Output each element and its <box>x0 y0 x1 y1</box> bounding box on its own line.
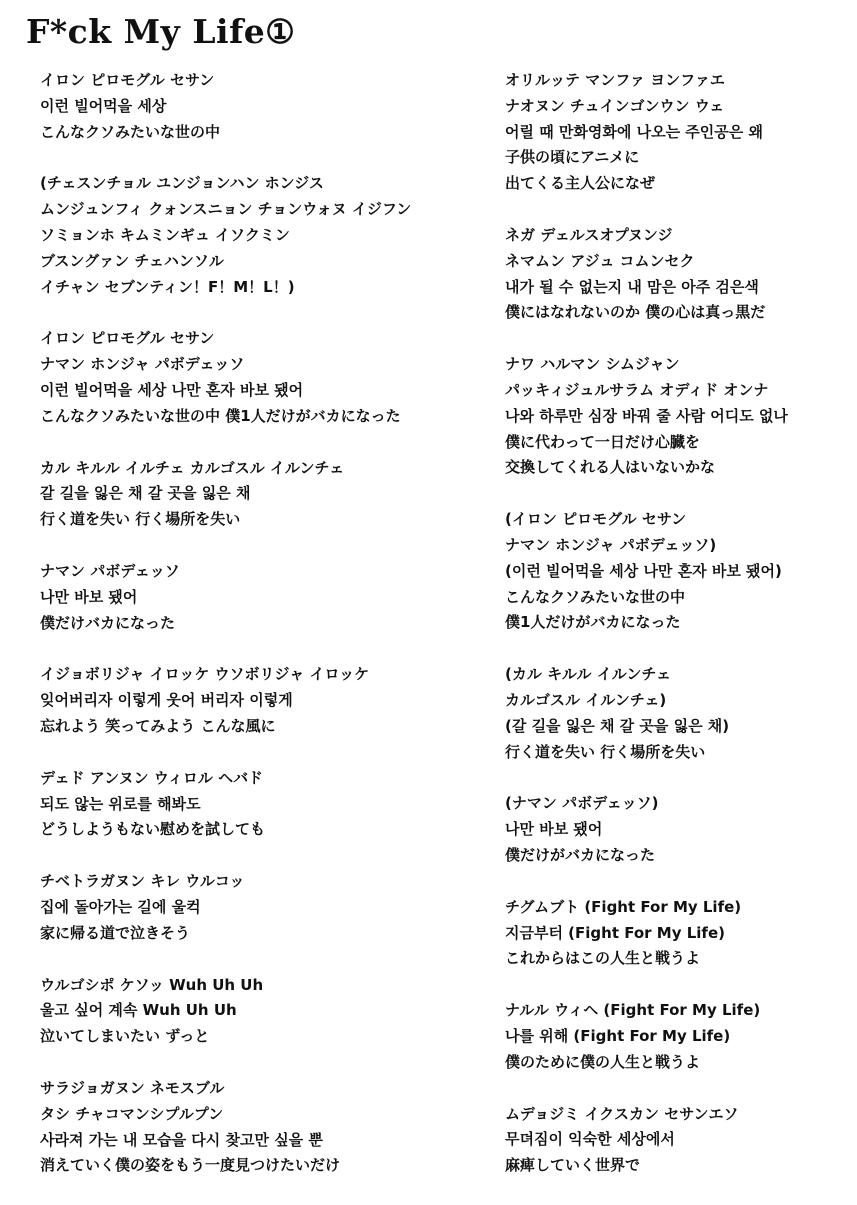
lyric-line: 이런 빌어먹을 세상 나만 혼자 바보 됐어 <box>40 380 304 399</box>
lyric-line: 麻痺していく世界で <box>505 1156 641 1175</box>
lyric-line: 交換してくれる人はいないかな <box>505 458 716 477</box>
lyric-line: チベトラガヌン キレ ウルコッ <box>40 872 245 891</box>
lyric-line: 消えていく僕の姿をもう一度見つけたいだけ <box>40 1156 341 1175</box>
lyric-line: (カル キルル イルンチェ <box>505 665 671 684</box>
lyric-line: 僕だけバカになった <box>40 613 176 632</box>
lyric-line: ナマン ホンジャ パボデェッソ) <box>505 535 717 554</box>
lyric-stanza <box>505 1102 845 1179</box>
lyric-line: タシ チャコマンシプルプン <box>40 1104 224 1123</box>
lyric-line: 되도 않는 위로를 해봐도 <box>40 794 201 813</box>
lyric-line: 이런 빌어먹을 세상 <box>40 96 167 115</box>
lyric-line: 僕だけがバカになった <box>505 845 656 864</box>
lyric-stanza <box>505 223 845 326</box>
lyric-stanza <box>505 998 845 1075</box>
lyric-line: 내가 될 수 없는지 내 맘은 아주 검은색 <box>505 277 759 296</box>
lyric-stanza <box>40 68 460 145</box>
lyric-line: ブスングァン チェハンソル <box>40 251 224 270</box>
lyric-line: ソミョンホ キムミンギュ イソクミン <box>40 225 290 244</box>
lyric-stanza <box>40 456 460 533</box>
lyric-line: 나를 위해 (Fight For My Life) <box>505 1026 731 1045</box>
lyric-line: 사라져 가는 내 모습을 다시 찾고만 싶을 뿐 <box>40 1130 323 1149</box>
lyric-stanza <box>505 791 845 868</box>
lyric-line: 어릴 때 만화영화에 나오는 주인공은 왜 <box>505 122 763 141</box>
lyric-line: 잊어버리자 이렇게 웃어 버리자 이렇게 <box>40 691 293 710</box>
lyric-line: どうしようもない慰めを試しても <box>40 820 266 839</box>
lyric-stanza <box>505 352 845 481</box>
lyric-line: (이런 빌어먹을 세상 나만 혼자 바보 됐어) <box>505 561 782 580</box>
lyric-line: 泣いてしまいたい ずっと <box>40 1027 210 1046</box>
lyric-line: 僕のために僕の人生と戦うよ <box>505 1052 701 1071</box>
lyric-line: ナマン パボデェッソ <box>40 561 180 580</box>
lyric-line: こんなクソみたいな世の中 <box>505 587 686 606</box>
lyric-stanza <box>40 171 460 300</box>
song-title: F*ck My Life① <box>26 12 296 51</box>
lyric-stanza <box>505 68 845 197</box>
lyric-line: ウルゴシポ ケソッ Wuh Uh Uh <box>40 975 264 994</box>
lyric-stanza <box>40 326 460 429</box>
lyric-line: イロン ピロモグル セサン <box>40 71 215 89</box>
lyric-line: 집에 돌아가는 길에 울컥 <box>40 897 201 916</box>
lyric-line: イロン ピロモグル セサン <box>40 329 215 348</box>
lyric-stanza <box>505 895 845 972</box>
lyric-line: 지금부터 (Fight For My Life) <box>505 923 725 942</box>
lyric-line: こんなクソみたいな世の中 <box>40 122 221 141</box>
lyric-line: ネガ デェルスオプヌンジ <box>505 225 673 244</box>
lyric-line: (ナマン パボデェッソ) <box>505 794 659 813</box>
lyric-line: イチャン セブンティン！F！M！L！) <box>40 277 295 296</box>
lyric-line: カルゴスル イルンチェ) <box>505 690 667 709</box>
lyric-line: ナマン ホンジャ パボデェッソ <box>40 355 245 374</box>
lyric-line: パッキィジュルサラム オディド オンナ <box>505 380 769 399</box>
lyric-stanza <box>40 766 460 843</box>
lyric-stanza <box>40 559 460 636</box>
lyric-stanza <box>40 1076 460 1179</box>
lyric-line: こんなクソみたいな世の中 僕1人だけがバカになった <box>40 406 401 425</box>
lyric-line: 나만 바보 됐어 <box>505 820 603 839</box>
lyric-line: ナオヌン チュインゴンウン ウェ <box>505 96 725 115</box>
lyric-line: 僕1人だけがバカになった <box>505 613 681 632</box>
lyric-line: ネマムン アジュ コムンセク <box>505 251 695 270</box>
lyric-line: 子供の頃にアニメに <box>505 148 640 167</box>
lyric-line: (チェスンチョル ユンジョンハン ホンジス <box>40 174 324 193</box>
lyric-stanza <box>40 662 460 739</box>
lyric-line: 나만 바보 됐어 <box>40 587 138 606</box>
lyric-line: 行く道を失い 行く場所を失い <box>40 510 241 529</box>
lyric-line: サラジョガヌン ネモスブル <box>40 1078 225 1097</box>
lyric-line: カル キルル イルチェ カルゴスル イルンチェ <box>40 458 345 477</box>
left-column <box>40 68 460 1205</box>
lyric-line: 忘れよう 笑ってみよう こんな風に <box>40 716 276 735</box>
lyric-line: 出てくる主人公になぜ <box>505 174 656 193</box>
lyric-line: 갈 길을 잃은 채 갈 곳을 잃은 채 <box>40 484 251 503</box>
lyric-line: 울고 싶어 계속 Wuh Uh Uh <box>40 1001 237 1020</box>
lyric-line: デェド アンヌン ウィロル ヘバド <box>40 768 263 787</box>
lyric-line: ムンジュンフィ クォンスニョン チョンウォヌ イジフン <box>40 200 412 219</box>
lyric-line: これからはこの人生と戦うよ <box>505 949 701 968</box>
lyric-line: オリルッテ マンファ ヨンファエ <box>505 71 725 89</box>
lyric-line: ナルル ウィヘ (Fight For My Life) <box>505 1001 761 1020</box>
lyric-line: (갈 길을 잃은 채 갈 곳을 잃은 채) <box>505 716 730 735</box>
lyric-line: ナワ ハルマン シムジャン <box>505 355 680 374</box>
lyric-stanza <box>40 869 460 946</box>
lyric-line: (イロン ピロモグル セサン <box>505 510 687 529</box>
right-column <box>505 68 845 1205</box>
lyric-line: イジョボリジャ イロッケ ウソボリジャ イロッケ <box>40 665 370 684</box>
lyric-stanza <box>505 507 845 636</box>
lyric-stanza <box>505 662 845 765</box>
lyric-line: 무뎌짐이 익숙한 세상에서 <box>505 1130 675 1149</box>
lyric-line: ムデョジミ イクスカン セサンエソ <box>505 1104 739 1123</box>
lyric-line: 僕に代わって一日だけ心臓を <box>505 432 700 451</box>
lyric-line: チグムブト (Fight For My Life) <box>505 897 742 916</box>
lyric-line: 家に帰る道で泣きそう <box>40 923 191 942</box>
lyric-stanza <box>40 973 460 1050</box>
lyric-line: 僕にはなれないのか 僕の心は真っ黒だ <box>505 303 766 322</box>
lyric-line: 나와 하루만 심장 바꿔 줄 사람 어디도 없나 <box>505 406 788 425</box>
lyric-line: 行く道を失い 行く場所を失い <box>505 742 706 761</box>
